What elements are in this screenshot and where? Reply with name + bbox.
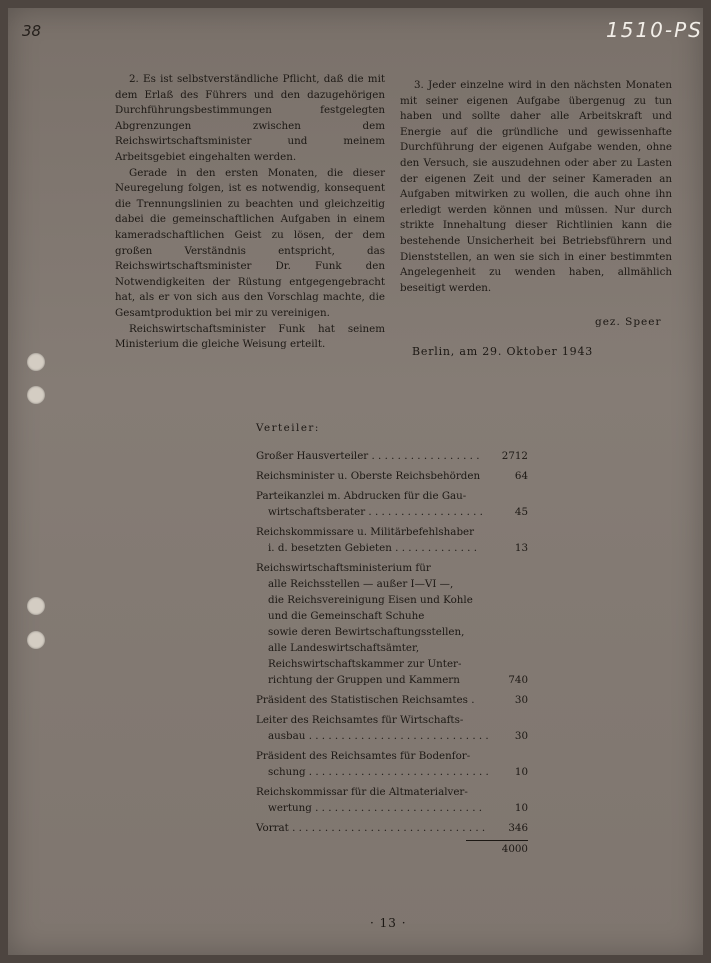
recipient-line: schung . . . . . . . . . . . . . . . . . . . . . . . . . . . . bbox=[268, 766, 489, 778]
distribution-rows bbox=[256, 448, 528, 836]
signature: gez. Speer bbox=[595, 316, 662, 328]
copy-count: 64 bbox=[514, 470, 528, 482]
recipient-line: Reichskommissar für die Altmaterialver- bbox=[256, 786, 468, 798]
punch-hole bbox=[27, 353, 45, 371]
distribution-row bbox=[256, 468, 528, 484]
distribution-row bbox=[256, 692, 528, 708]
recipient-line: alle Reichsstellen — außer I—VI —, bbox=[268, 578, 454, 590]
handwritten-page-mark: 38 bbox=[22, 22, 42, 40]
dateline: Berlin, am 29. Oktober 1943 bbox=[412, 345, 594, 358]
recipient-label bbox=[256, 524, 500, 556]
recipient-label bbox=[256, 712, 500, 744]
recipient-line: wirtschaftsberater . . . . . . . . . . . . . . . . . . bbox=[268, 506, 483, 518]
recipient-label bbox=[256, 692, 500, 708]
distribution-row bbox=[256, 748, 528, 780]
recipient-label bbox=[256, 560, 500, 688]
copy-count: 45 bbox=[514, 506, 528, 518]
punch-hole bbox=[27, 631, 45, 649]
recipient-label bbox=[256, 784, 500, 816]
recipient-line: Präsident des Reichsamtes für Bodenfor- bbox=[256, 750, 471, 762]
distribution-row bbox=[256, 820, 528, 836]
punch-hole bbox=[27, 386, 45, 404]
paragraph: 3. Jeder einzelne wird in den nächsten Monaten mit seiner eigenen Aufgabe übergenug zu tun haben und sollte daher alle Arbeitskraft und Energie auf die gründliche und gewissenhafte Durchführung der eigenen Aufgabe wenden, ohne den Versuch, sie auszudehnen oder aber zu Lasten der eigenen Zeit und der seiner Kameraden an Aufgaben mitwirken zu wollen, die auch ohne ihn erledigt werden können und müssen. Nur durch strikte Innehaltung dieser Richtlinien kann die bestehende Unsicherheit bei Betriebsführern und Dienststellen, an wen sie sich in einer bestimmten Angelegenheit zu wenden haben, allmählich beseitigt werden. bbox=[400, 79, 672, 294]
recipient-line: Reichswirtschaftskammer zur Unter- bbox=[268, 658, 462, 670]
copy-count: 740 bbox=[508, 674, 528, 686]
distribution-row bbox=[256, 524, 528, 556]
distribution-total: 4000 bbox=[501, 843, 528, 855]
recipient-line: ausbau . . . . . . . . . . . . . . . . . . . . . . . . . . . . bbox=[268, 730, 489, 742]
copy-count: 2712 bbox=[501, 450, 528, 462]
copy-count: 30 bbox=[514, 730, 528, 742]
copy-count: 30 bbox=[514, 694, 528, 706]
recipient-label bbox=[256, 448, 500, 464]
recipient-line: sowie deren Bewirtschaftungsstellen, bbox=[268, 626, 465, 638]
distribution-row bbox=[256, 488, 528, 520]
page-number: · 13 · bbox=[370, 916, 407, 930]
recipient-label bbox=[256, 748, 500, 780]
recipient-line: alle Landeswirtschaftsämter, bbox=[268, 642, 420, 654]
distribution-list bbox=[256, 420, 528, 857]
punch-hole bbox=[27, 597, 45, 615]
distribution-row bbox=[256, 712, 528, 744]
right-column bbox=[400, 78, 672, 296]
paragraph: 2. Es ist selbstverständliche Pflicht, daß die mit dem Erlaß des Führers und den dazugehörigen Durchführungsbestimmungen festgelegten Abgrenzungen zwischen dem Reichswirtschaftsminister und meinem Arbeitsgebiet eingehalten werden. bbox=[115, 73, 385, 163]
left-column bbox=[115, 72, 385, 353]
recipient-line: Parteikanzlei m. Abdrucken für die Gau- bbox=[256, 490, 467, 502]
distribution-row bbox=[256, 560, 528, 688]
recipient-line: Reichskommissare u. Militärbefehlshaber bbox=[256, 526, 475, 538]
copy-count: 13 bbox=[514, 542, 528, 554]
recipient-label bbox=[256, 468, 500, 484]
recipient-line: Vorrat . . . . . . . . . . . . . . . . . . . . . . . . . . . . . . bbox=[256, 822, 486, 834]
recipient-label bbox=[256, 820, 500, 836]
distribution-title: Verteiler: bbox=[256, 422, 320, 434]
copy-count: 10 bbox=[514, 802, 528, 814]
recipient-line: wertung . . . . . . . . . . . . . . . . . . . . . . . . . . bbox=[268, 802, 483, 814]
recipient-line: Leiter des Reichsamtes für Wirtschafts- bbox=[256, 714, 464, 726]
recipient-label bbox=[256, 488, 500, 520]
recipient-line: Reichsminister u. Oberste Reichsbehörden bbox=[256, 470, 481, 482]
recipient-line: Reichswirtschaftsministerium für bbox=[256, 562, 431, 574]
recipient-line: richtung der Gruppen und Kammern bbox=[268, 674, 460, 686]
distribution-row bbox=[256, 448, 528, 464]
recipient-line: Großer Hausverteiler . . . . . . . . . . . . . . . . . bbox=[256, 450, 480, 462]
copy-count: 346 bbox=[508, 822, 528, 834]
recipient-line: i. d. besetzten Gebieten . . . . . . . . . . . . . bbox=[268, 542, 477, 554]
document-reference-mark: 1510-PS bbox=[606, 18, 703, 42]
recipient-line: die Reichsvereinigung Eisen und Kohle bbox=[268, 594, 473, 606]
distribution-row bbox=[256, 784, 528, 816]
recipient-line: und die Gemeinschaft Schuhe bbox=[268, 610, 425, 622]
recipient-line: Präsident des Statistischen Reichsamtes . bbox=[256, 694, 475, 706]
paragraph: Gerade in den ersten Monaten, die dieser Neuregelung folgen, ist es notwendig, konsequent die Trennungslinien zu beachten und gleichzeitig dabei die gemeinschaftlichen Aufgaben in einem kameradschaftlichen Geist zu lösen, der dem großen Verständnis entspricht, das Reichswirtschaftsminister Dr. Funk den Notwendigkeiten der Rüstung entgegengebracht hat, als er von sich aus den Vorschlag machte, die Gesamtproduktion bei mir zu vereinigen. bbox=[115, 166, 385, 319]
paragraph: Reichswirtschaftsminister Funk hat seinem Ministerium die gleiche Weisung erteilt. bbox=[115, 322, 385, 351]
copy-count: 10 bbox=[514, 766, 528, 778]
